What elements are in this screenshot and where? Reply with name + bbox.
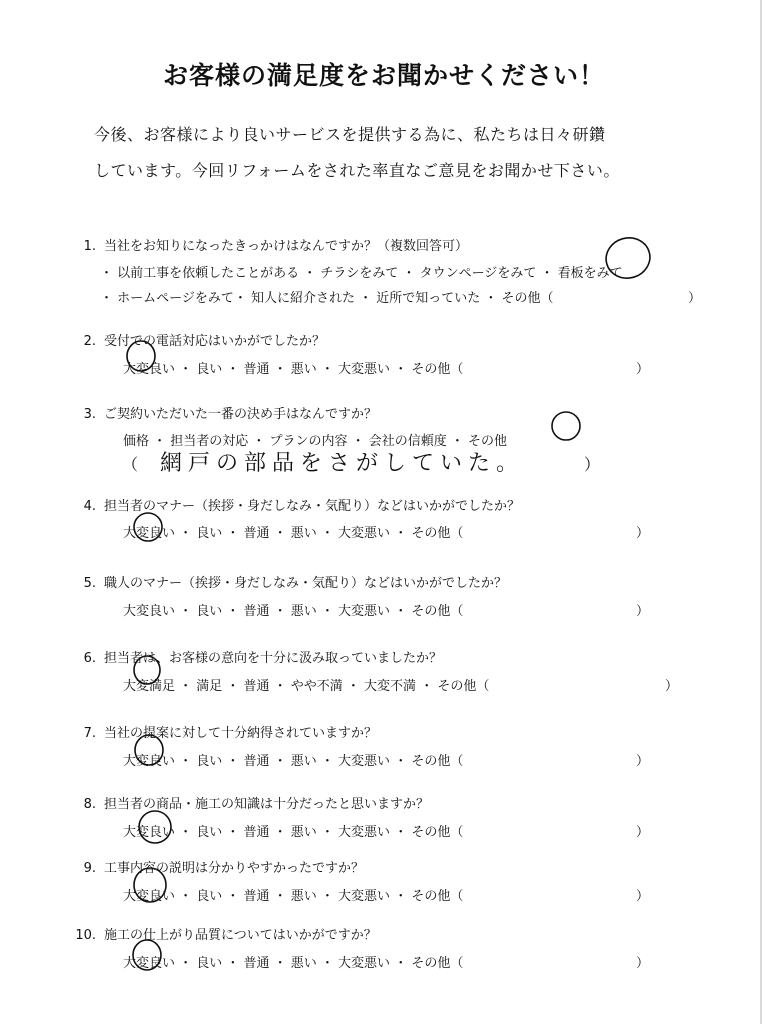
question-3-options: 価格 ・ 担当者の対応 ・ プランの内容 ・ 会社の信頼度 ・ その他 xyxy=(123,434,508,449)
question-number: 8. xyxy=(83,797,96,812)
question-1-options-line-2: ・ ホームページをみて・ 知人に紹介された ・ 近所で知っていた ・ その他（ xyxy=(100,291,554,306)
close-paren: ） xyxy=(636,825,650,840)
question-text: 担当者は、お客様の意向を十分に汲み取っていましたか？ xyxy=(104,651,443,666)
page-title: お客様の満足度をお聞かせください！ xyxy=(162,61,605,90)
question-4 xyxy=(70,495,520,514)
question-1-options-line-1: ・ 以前工事を依頼したことがある ・ チラシをみて ・ タウンページをみて ・ 看板をみて xyxy=(100,266,623,281)
question-7-options: 大変良い ・ 良い ・ 普通 ・ 悪い ・ 大変悪い ・ その他（ xyxy=(123,754,464,769)
question-text: 施工の仕上がり品質についてはいかがですか？ xyxy=(104,928,377,943)
question-text: ご契約いただいた一番の決め手はなんですか？ xyxy=(104,407,378,422)
question-number: 5. xyxy=(83,576,96,591)
question-number: 4. xyxy=(83,499,96,514)
question-2 xyxy=(70,330,325,349)
question-text: 受付での電話対応はいかがでしたか？ xyxy=(104,334,326,349)
question-10-options: 大変良い ・ 良い ・ 普通 ・ 悪い ・ 大変悪い ・ その他（ xyxy=(123,956,464,971)
close-paren: ） xyxy=(636,956,650,971)
answer-circle-q3 xyxy=(552,412,580,440)
close-paren: ） xyxy=(636,889,650,904)
question-text: 当社をお知りになったきっかけはなんですか？（複数回答可） xyxy=(104,239,469,254)
question-3 xyxy=(70,403,377,422)
question-number: 1. xyxy=(83,239,96,254)
close-paren: ） xyxy=(688,291,702,306)
question-text: 当社の提案に対して十分納得されていますか？ xyxy=(104,726,378,741)
open-paren: （ xyxy=(122,455,139,474)
question-number: 3. xyxy=(83,407,96,422)
question-2-options: 大変良い ・ 良い ・ 普通 ・ 悪い ・ 大変悪い ・ その他（ xyxy=(123,362,464,377)
scan-edge xyxy=(760,0,762,1024)
question-text: 職人のマナー（挨拶・身だしなみ・気配り）などはいかがでしたか？ xyxy=(104,576,508,591)
close-paren: ） xyxy=(584,455,601,474)
handwritten-answer: 網戸の部品をさがしていた。 xyxy=(160,451,525,476)
question-7 xyxy=(70,722,377,741)
question-text: 工事内容の説明は分かりやすかったですか？ xyxy=(104,861,365,876)
question-5-options: 大変良い ・ 良い ・ 普通 ・ 悪い ・ 大変悪い ・ その他（ xyxy=(123,604,464,619)
question-number: 7. xyxy=(83,726,96,741)
close-paren: ） xyxy=(636,754,650,769)
question-8 xyxy=(70,793,429,812)
question-1 xyxy=(70,235,468,254)
question-5 xyxy=(70,572,507,591)
question-9 xyxy=(70,857,364,876)
close-paren: ） xyxy=(665,679,679,694)
close-paren: ） xyxy=(636,604,650,619)
question-6-options: 大変満足 ・ 満足 ・ 普通 ・ やや不満 ・ 大変不満 ・ その他（ xyxy=(123,679,490,694)
question-10 xyxy=(62,924,377,943)
close-paren: ） xyxy=(636,362,650,377)
question-number: 9. xyxy=(83,861,96,876)
question-number: 10. xyxy=(75,928,96,943)
question-8-options: 大変良い ・ 良い ・ 普通 ・ 悪い ・ 大変悪い ・ その他（ xyxy=(123,825,464,840)
intro-line-2: しています。今回リフォームをされた率直なご意見をお聞かせ下さい。 xyxy=(94,161,620,180)
intro-line-1: 今後、お客様により良いサービスを提供する為に、私たちは日々研鑽 xyxy=(94,125,606,144)
close-paren: ） xyxy=(636,526,650,541)
question-9-options: 大変良い ・ 良い ・ 普通 ・ 悪い ・ 大変悪い ・ その他（ xyxy=(123,889,464,904)
question-number: 6. xyxy=(83,651,96,666)
question-text: 担当者の商品・施工の知識は十分だったと思いますか？ xyxy=(104,797,430,812)
question-4-options: 大変良い ・ 良い ・ 普通 ・ 悪い ・ 大変悪い ・ その他（ xyxy=(123,526,464,541)
question-number: 2. xyxy=(83,334,96,349)
question-text: 担当者のマナー（挨拶・身だしなみ・気配り）などはいかがでしたか？ xyxy=(104,499,521,514)
question-6 xyxy=(70,647,442,666)
